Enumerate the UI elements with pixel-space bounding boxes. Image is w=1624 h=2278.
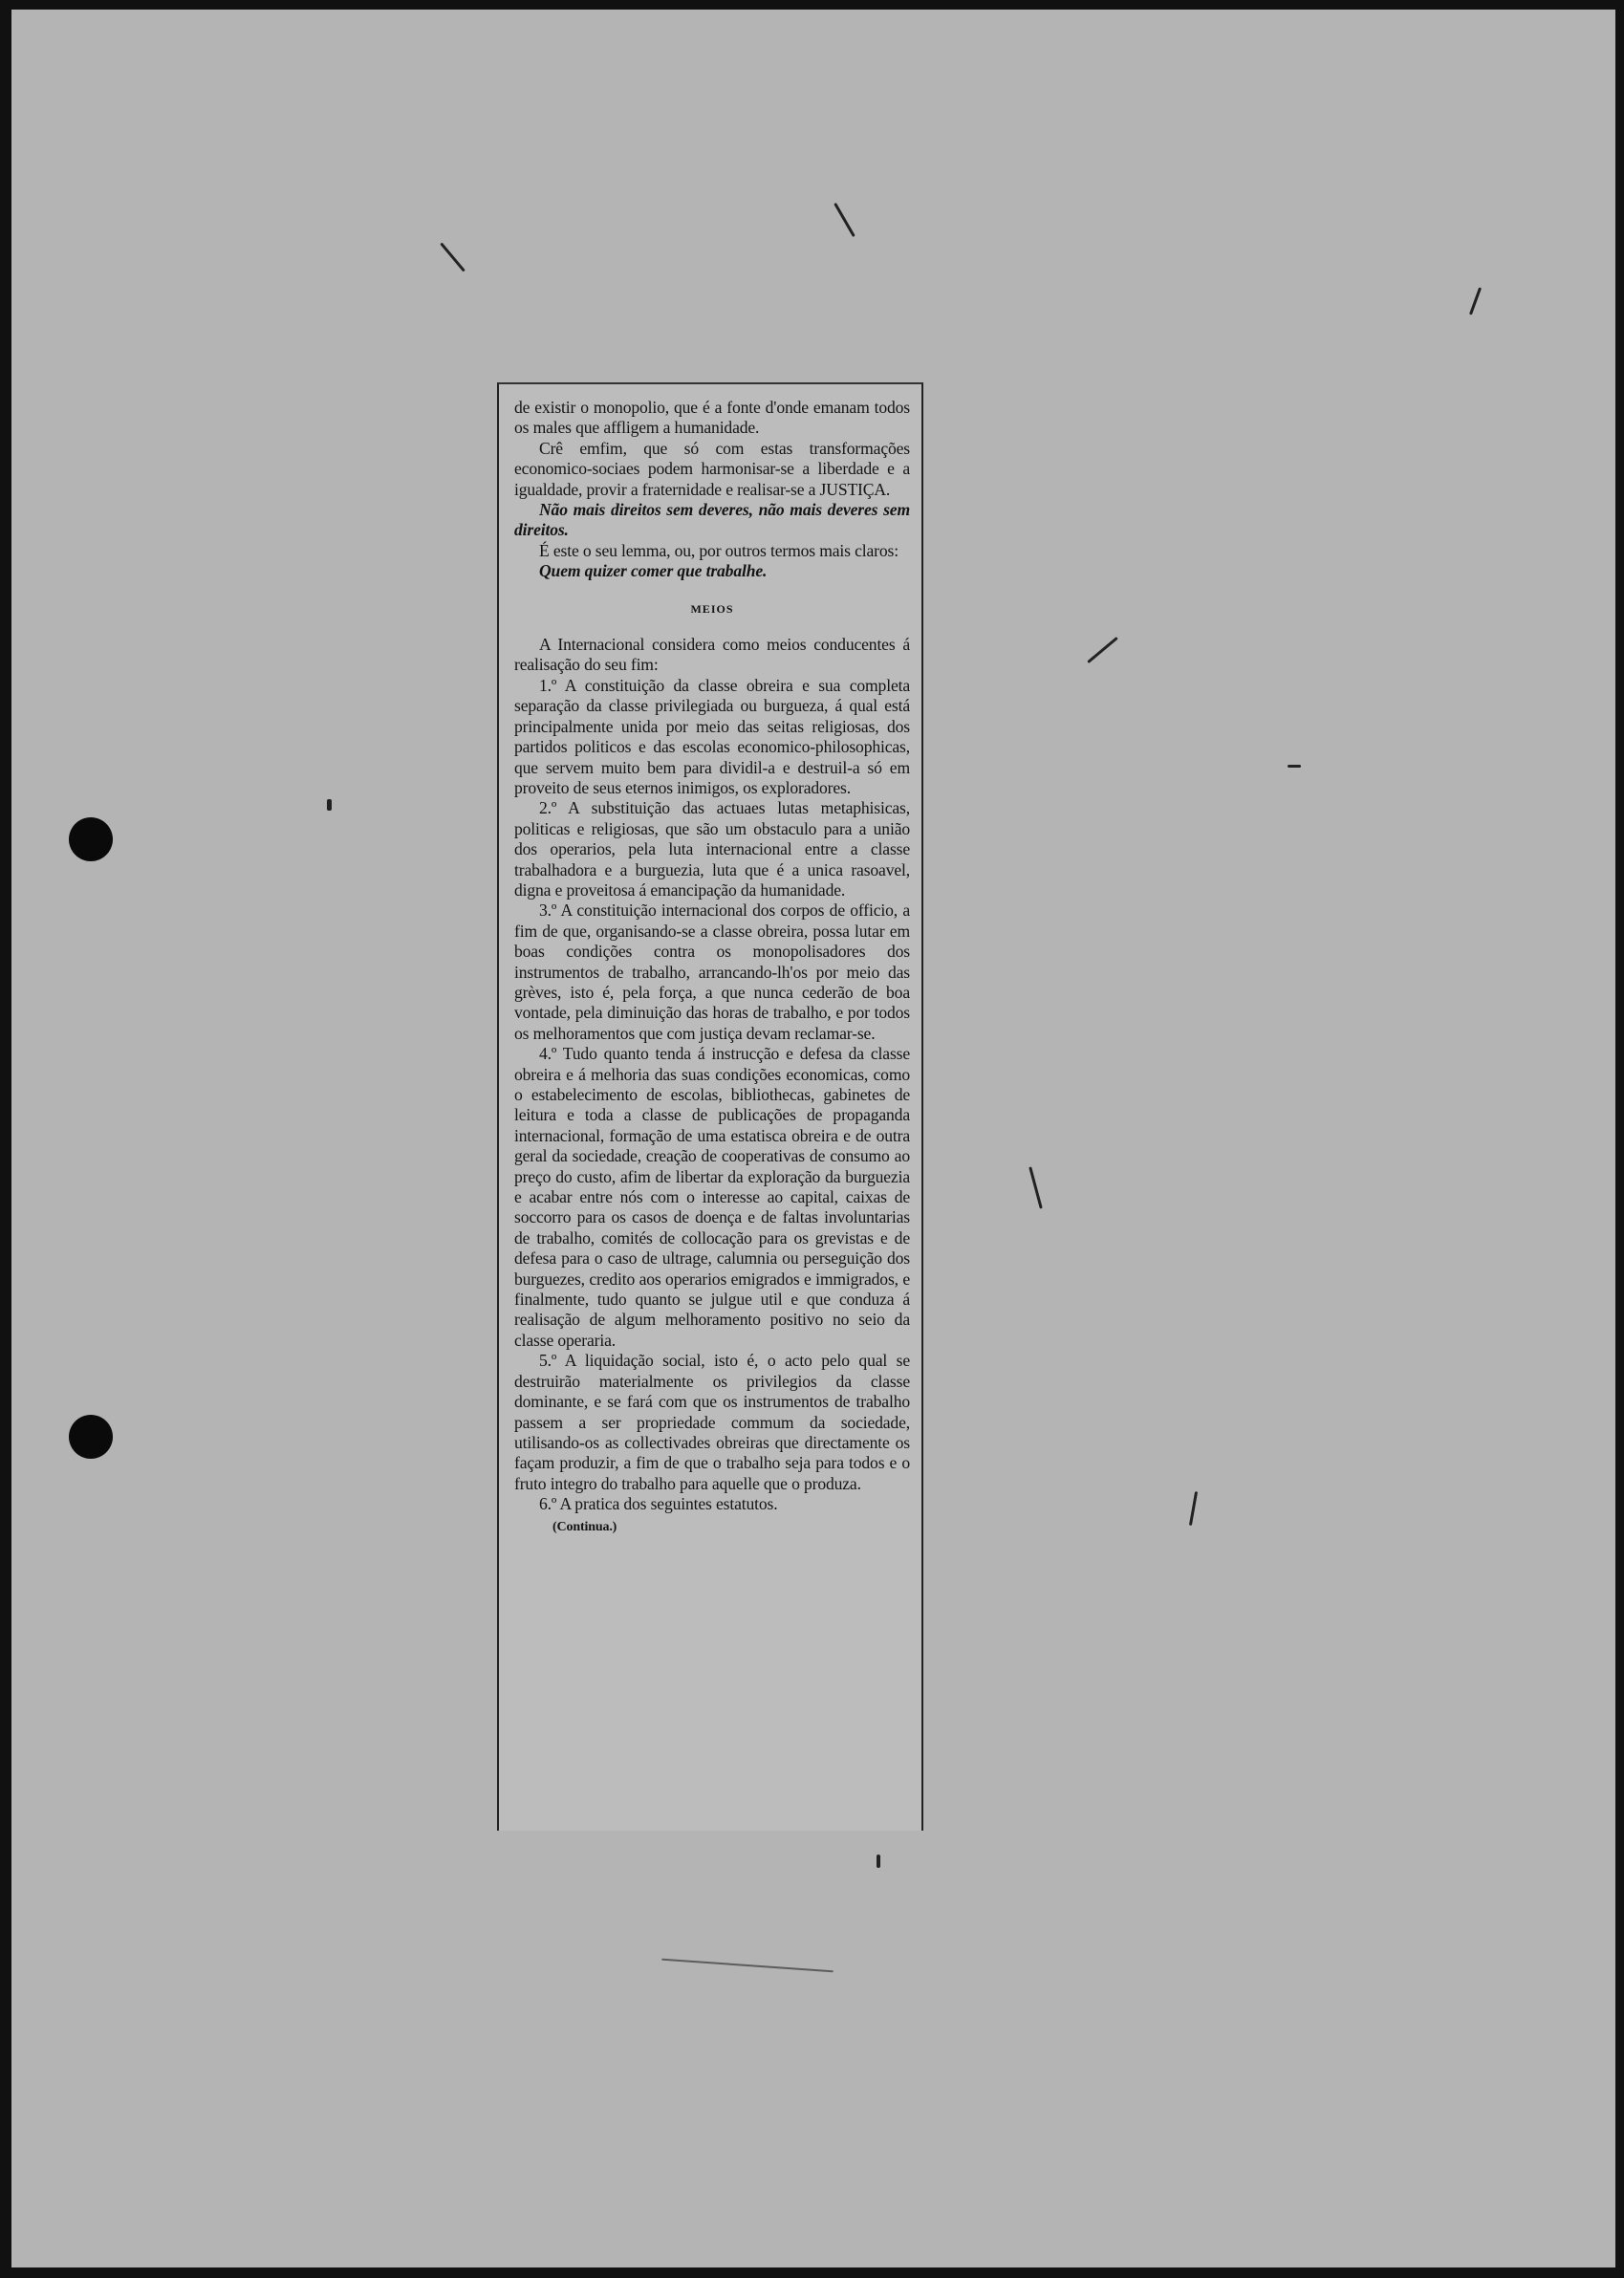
list-item: 2.º A substituição das actuaes lutas metaphisicas, politicas e religiosas, que são um obstaculo para a união dos operarios, pela luta internacional entre a classe trabalhadora e a burguezia, luta que é a unica rasoavel, digna e proveitosa á emancipação da humanidade.	[514, 798, 910, 900]
list-item: 6.º A pratica dos seguintes estatutos.	[539, 1494, 778, 1514]
section-heading: MEIOS	[690, 601, 734, 616]
scratch-mark	[661, 1959, 834, 1973]
continua-label: (Continua.)	[552, 1519, 617, 1534]
scratch-mark	[834, 203, 855, 237]
scratch-mark	[1288, 765, 1301, 768]
list-item: 3.º A constituição internacional dos corpos de officio, a fim de que, organisando-se a classe obreira, possa lutar em boas condições contra os monopolisadores dos instrumentos de trabalho, arrancando-lh'os por meio das grèves, isto é, pela força, a que nunca cederão de boa vontade, pela diminuição das horas de trabalho, e por todos os melhoramentos que com justiça devam reclamar-se.	[514, 900, 910, 1043]
paragraph: A Internacional considera como meios conducentes á realisação do seu fim:	[514, 635, 910, 675]
paragraph: É este o seu lemma, ou, por outros termos mais claros:	[539, 540, 899, 560]
list-item: 1.º A constituição da classe obreira e sua completa separação da classe privilegiada ou burgueza, á qual está principalmente unida por meio das seitas religiosas, dos partidos politicos e das escolas economico-philosophicas, que servem muito bem para dividil-a e destruil-a só em proveito de seus eternos inimigos, os exploradores.	[514, 675, 910, 797]
motto: Quem quizer comer que trabalhe.	[539, 561, 768, 581]
newspaper-clipping	[497, 382, 923, 1831]
scratch-mark	[877, 1855, 880, 1868]
scratch-mark	[327, 799, 332, 811]
punch-hole-top	[69, 817, 113, 861]
scratch-mark	[1189, 1491, 1198, 1526]
punch-hole-bottom	[69, 1415, 113, 1459]
list-item: 4.º Tudo quanto tenda á instrucção e defesa da classe obreira e á melhoria das suas condições economicas, como o estabelecimento de escolas, bibliothecas, gabinetes de leitura e toda a classe de publicações de propaganda internacional, formação de uma estatisca obreira e de outra geral da sociedade, creação de cooperativas de consumo ao preço do custo, afim de libertar da exploração da burguezia e acabar entre nós com o interesse ao capital, caixas de soccorro para os casos de doença e de faltas involuntarias de trabalho, comités de collocação para os grevistas e de defesa para o caso de ultrage, calumnia ou perseguição dos burguezes, credito aos operarios emigrados e immigrados, e finalmente, tudo quanto se julgue util e que conduza á realisação de algum melhoramento positivo no seio da classe operaria.	[514, 1044, 910, 1350]
paragraph: Crê emfim, que só com estas transformações economico-sociaes podem harmonisar-se a liberdade e a igualdade, provir a fraternidade e realisar-se a JUSTIÇA.	[514, 438, 910, 499]
scratch-mark	[1469, 287, 1482, 315]
scanned-page	[11, 10, 1615, 2267]
scratch-mark	[1087, 637, 1118, 663]
list-item: 5.º A liquidação social, isto é, o acto pelo qual se destruirão materialmente os privilegios da classe dominante, e se fará com que os instrumentos de trabalho passem a ser propriedade commum da sociedade, utilisando-os as collectivades obreiras que directamente os façam produzir, a fim de que o trabalho seja para todos e o fruto integro do trabalho para aquelle que o produza.	[514, 1351, 910, 1493]
paragraph: de existir o monopolio, que é a fonte d'onde emanam todos os males que affligem a humanidade.	[514, 398, 910, 438]
scratch-mark	[440, 242, 466, 271]
scratch-mark	[1029, 1166, 1043, 1208]
motto: Não mais direitos sem deveres, não mais deveres sem direitos.	[514, 500, 910, 540]
